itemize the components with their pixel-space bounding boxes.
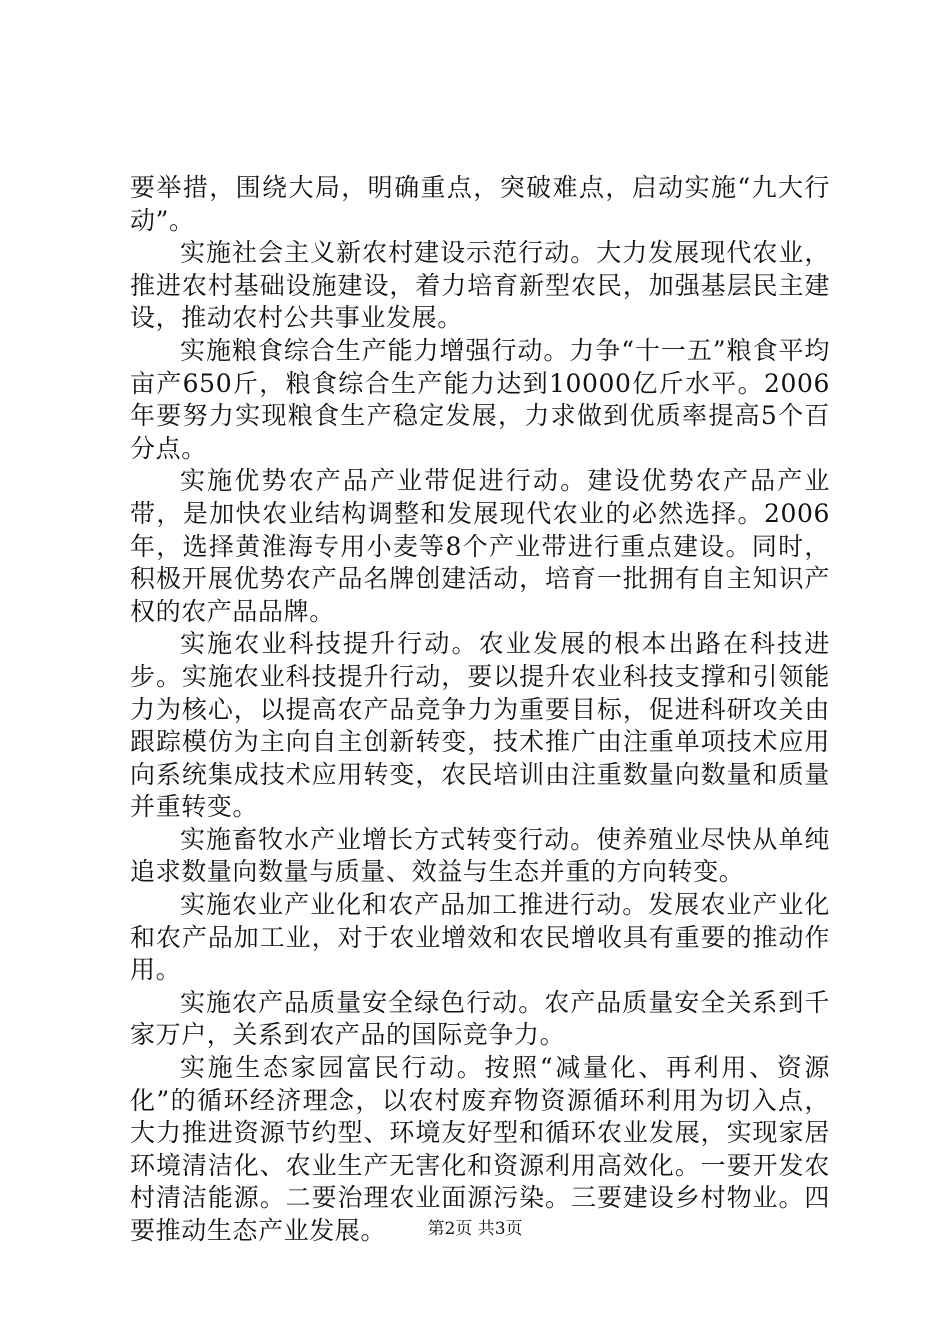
paragraph-livestock: 实施畜牧水产业增长方式转变行动。使养殖业尽快从单纯追求数量向数量与质量、效益与生态并重的方向转变。	[130, 824, 830, 887]
document-body	[130, 172, 830, 1248]
paragraph-eco-home: 实施生态家园富民行动。按照“减量化、再利用、资源化”的循环经济理念，以农村废弃物资源循环利用为切入点，大力推进资源节约型、环境友好型和循环农业发展，实现家居环境清洁化、农业生产无害化和资源利用高效化。一要开发农村清洁能源。二要治理农业面源污染。三要建设乡村物业。四要推动生态产业发展。	[130, 1053, 830, 1245]
paragraph-agri-tech: 实施农业科技提升行动。农业发展的根本出路在科技进步。实施农业科技提升行动，要以提升农业科技支撑和引领能力为核心，以提高农产品竞争力为重要目标，促进科研攻关由跟踪模仿为主向自主创新转变，技术推广由注重单项技术应用向系统集成技术应用转变，农民培训由注重数量向数量和质量并重转变。	[130, 629, 830, 822]
page-number-footer: 第2页 共3页	[427, 1219, 523, 1239]
paragraph-grain-capacity: 实施粮食综合生产能力增强行动。力争“十一五”粮食平均亩产650斤，粮食综合生产能力达到10000亿斤水平。2006年要努力实现粮食生产稳定发展，力求做到优质率提高5个百分点。	[130, 335, 830, 463]
paragraph-new-countryside: 实施社会主义新农村建设示范行动。大力发展现代农业，推进农村基础设施建设，着力培育新型农民，加强基层民主建设，推动农村公共事业发展。	[130, 238, 830, 333]
paragraph-industrialization: 实施农业产业化和农产品加工推进行动。发展农业产业化和农产品加工业，对于农业增效和农民增收具有重要的推动作用。	[130, 890, 830, 985]
paragraph-continuation: 要举措，围绕大局，明确重点，突破难点，启动实施“九大行动”。	[130, 173, 830, 235]
paragraph-industry-belt: 实施优势农产品产业带促进行动。建设优势农产品产业带，是加快农业结构调整和发展现代农业的必然选择。2006年，选择黄淮海专用小麦等8个产业带进行重点建设。同时，积极开展优势农产品名牌创建活动，培育一批拥有自主知识产权的农产品品牌。	[130, 466, 830, 626]
paragraph-quality-safety: 实施农产品质量安全绿色行动。农产品质量安全关系到千家万户，关系到农产品的国际竞争力。	[130, 987, 830, 1050]
